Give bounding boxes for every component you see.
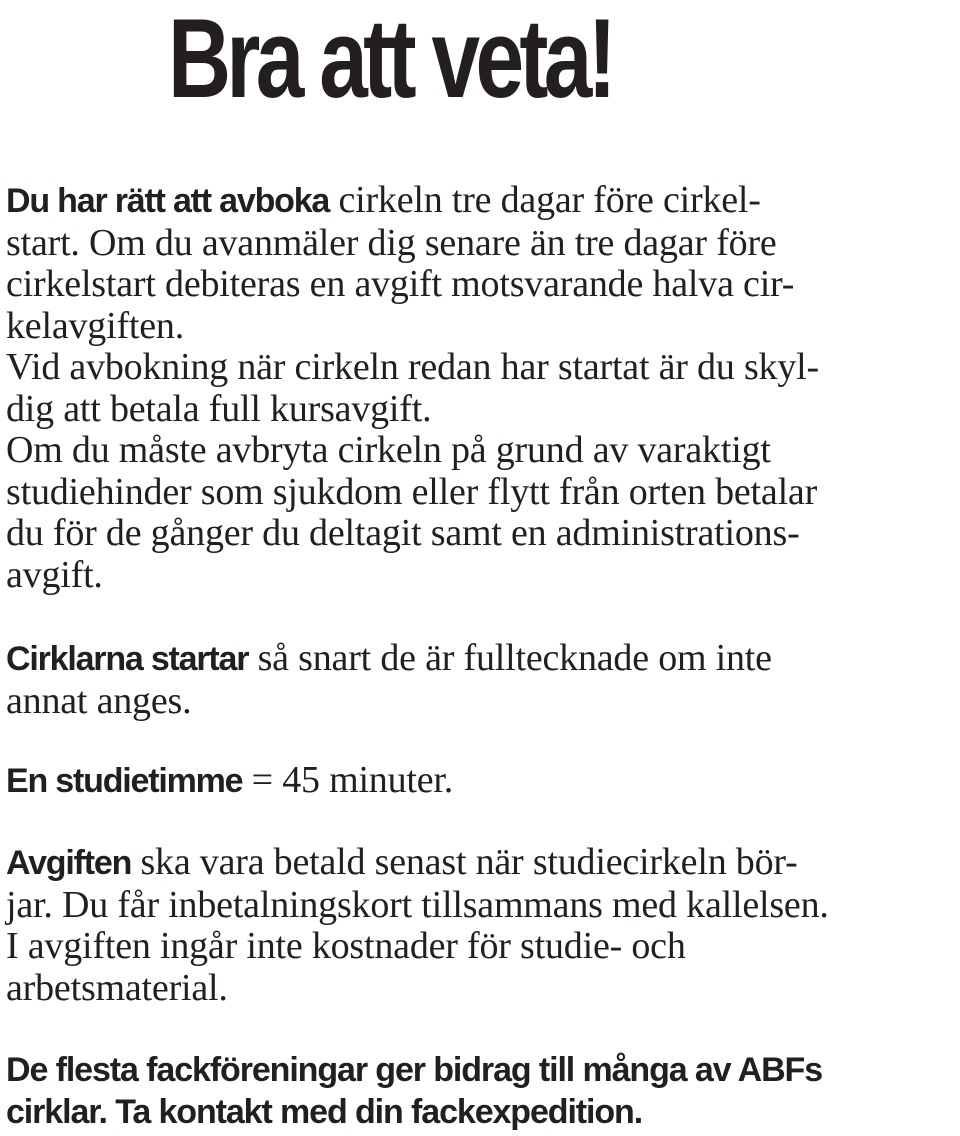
section-cancellation	[6, 180, 819, 596]
section-circles-start	[6, 638, 772, 722]
page-title: Bra att veta!	[168, 0, 613, 121]
paragraph-line	[6, 842, 829, 885]
line-text: = 45 minuter.	[242, 759, 454, 801]
section-lead: Du har rätt att avboka	[6, 182, 330, 220]
section-fee	[6, 842, 829, 1009]
paragraph-line: cirklar. Ta kontakt med din fackexpedition.	[6, 1092, 643, 1131]
paragraph-line: avgift.	[6, 553, 103, 596]
paragraph-line	[6, 638, 772, 681]
paragraph-line: I avgiften ingår inte kostnader för studie- och	[6, 925, 686, 967]
paragraph-line: Vid avbokning när cirkeln redan har startat är du skyl-	[6, 346, 819, 388]
line-text: ska vara betald senast när studiecirkeln bör-	[131, 841, 798, 883]
section-lead: En studietimme	[6, 762, 243, 800]
paragraph-line: cirkelstart debiteras en avgift motsvarande halva cir-	[6, 263, 795, 305]
section-union-contribution	[6, 1050, 822, 1133]
line-text: cirkeln tre dagar före cirkel-	[329, 179, 761, 221]
paragraph-line: Om du måste avbryta cirkeln på grund av varaktigt	[6, 429, 771, 471]
paragraph-line	[6, 180, 819, 223]
paragraph-line: arbetsmaterial.	[6, 966, 228, 1009]
paragraph-line: studiehinder som sjukdom eller flytt från orten betalar	[6, 470, 818, 513]
section-lead: Cirklarna startar	[6, 640, 249, 678]
section-study-hour	[6, 760, 453, 803]
paragraph-line: start. Om du avanmäler dig senare än tre dagar före	[6, 221, 777, 264]
paragraph-line: dig att betala full kursavgift.	[6, 387, 432, 430]
paragraph-line: De flesta fackföreningar ger bidrag till många av ABFs	[6, 1051, 823, 1089]
paragraph-line: jar. Du får inbetalningskort tillsammans med kallelsen.	[6, 883, 829, 926]
paragraph-line: annat anges.	[6, 679, 192, 722]
paragraph-line: du för de gånger du deltagit samt en administrations-	[6, 512, 800, 554]
paragraph-line: kelavgiften.	[6, 304, 185, 347]
paragraph-line	[6, 760, 453, 803]
section-lead: Avgiften	[6, 844, 132, 882]
line-text: så snart de är fulltecknade om inte	[248, 637, 772, 679]
